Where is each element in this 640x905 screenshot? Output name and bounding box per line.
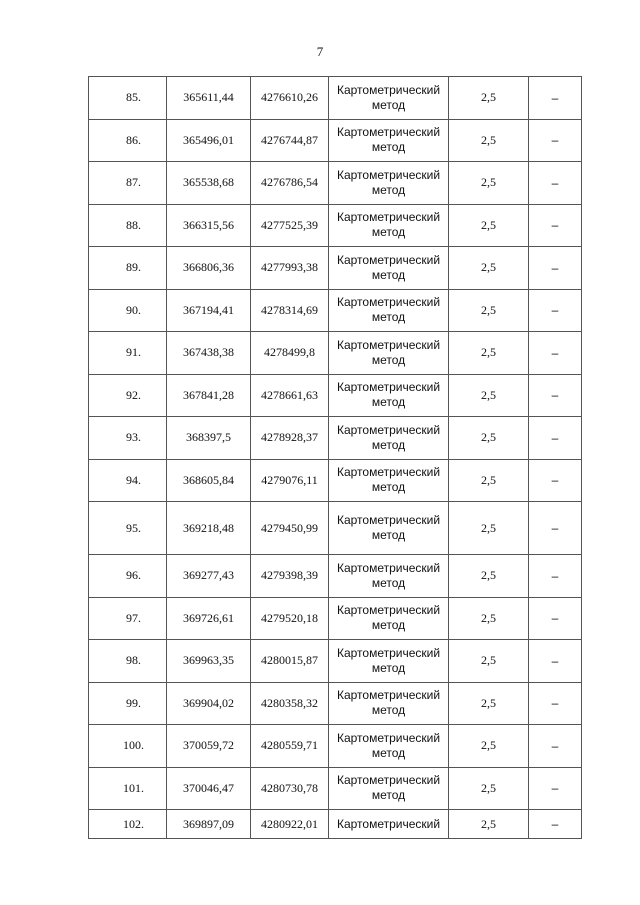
x-coordinate-cell: 370046,47 [167, 767, 251, 810]
point-number-cell: 93. [89, 417, 167, 460]
point-number-cell: 85. [89, 77, 167, 120]
x-coordinate-cell: 366315,56 [167, 204, 251, 247]
method-text: метод [371, 437, 406, 452]
note-cell: – [529, 502, 582, 555]
method-text: Картометрический [336, 560, 441, 575]
method-cell [329, 289, 449, 332]
method-text: метод [371, 528, 406, 542]
method-text: метод [371, 352, 406, 367]
accuracy-cell: 2,5 [449, 119, 529, 162]
note-cell: – [529, 767, 582, 810]
method-cell [329, 597, 449, 640]
coordinates-table [88, 76, 582, 839]
y-coordinate-cell: 4277525,39 [251, 204, 329, 247]
point-number-cell: 91. [89, 332, 167, 375]
y-coordinate-cell: 4279520,18 [251, 597, 329, 640]
method-text: метод [371, 140, 406, 155]
method-text: Картометрический [336, 645, 441, 660]
method-cell [329, 555, 449, 598]
note-cell: – [529, 725, 582, 768]
method-text: метод [371, 745, 406, 760]
y-coordinate-cell: 4276786,54 [251, 162, 329, 205]
method-cell [329, 810, 449, 839]
method-text: Картометрический [336, 513, 441, 527]
accuracy-cell: 2,5 [449, 332, 529, 375]
y-coordinate-cell: 4280358,32 [251, 682, 329, 725]
y-coordinate-cell: 4278499,8 [251, 332, 329, 375]
x-coordinate-cell: 367841,28 [167, 374, 251, 417]
accuracy-cell: 2,5 [449, 204, 529, 247]
method-cell [329, 459, 449, 502]
accuracy-cell: 2,5 [449, 682, 529, 725]
method-text: Картометрический [336, 210, 441, 225]
method-text: Картометрический [336, 603, 441, 618]
method-cell [329, 502, 449, 555]
method-cell [329, 119, 449, 162]
method-text: метод [371, 182, 406, 197]
accuracy-cell: 2,5 [449, 555, 529, 598]
point-number-cell: 92. [89, 374, 167, 417]
page-number: 7 [316, 44, 324, 59]
method-text: Картометрический [336, 125, 441, 140]
table-row [89, 459, 582, 502]
table-row [89, 725, 582, 768]
method-text: метод [371, 395, 406, 410]
x-coordinate-cell: 366806,36 [167, 247, 251, 290]
method-text: Картометрический [336, 252, 441, 267]
method-text: Картометрический [336, 82, 441, 97]
method-text: Картометрический [336, 730, 441, 745]
table-row [89, 555, 582, 598]
method-text: Картометрический [336, 422, 441, 437]
table-row [89, 77, 582, 120]
accuracy-cell: 2,5 [449, 77, 529, 120]
method-cell [329, 247, 449, 290]
point-number-cell: 87. [89, 162, 167, 205]
method-cell [329, 640, 449, 683]
table-row [89, 810, 582, 839]
table-row [89, 417, 582, 460]
point-number-cell: 99. [89, 682, 167, 725]
method-cell [329, 332, 449, 375]
accuracy-cell: 2,5 [449, 289, 529, 332]
accuracy-cell: 2,5 [449, 810, 529, 839]
y-coordinate-cell: 4277993,38 [251, 247, 329, 290]
point-number-cell: 97. [89, 597, 167, 640]
method-text: метод [371, 703, 406, 718]
note-cell: – [529, 640, 582, 683]
note-cell: – [529, 119, 582, 162]
table-row [89, 502, 582, 555]
method-text: Картометрический [336, 295, 441, 310]
x-coordinate-cell: 370059,72 [167, 725, 251, 768]
x-coordinate-cell: 365496,01 [167, 119, 251, 162]
y-coordinate-cell: 4278928,37 [251, 417, 329, 460]
table-row [89, 640, 582, 683]
method-text: Картометрический [336, 337, 441, 352]
x-coordinate-cell: 369963,35 [167, 640, 251, 683]
table-row [89, 597, 582, 640]
method-text: Картометрический [336, 465, 441, 480]
note-cell: – [529, 417, 582, 460]
method-text: Картометрический [336, 688, 441, 703]
x-coordinate-cell: 368605,84 [167, 459, 251, 502]
method-cell [329, 77, 449, 120]
point-number-cell: 98. [89, 640, 167, 683]
note-cell: – [529, 597, 582, 640]
table-row [89, 162, 582, 205]
accuracy-cell: 2,5 [449, 162, 529, 205]
table-row [89, 374, 582, 417]
table-row [89, 289, 582, 332]
table-row [89, 119, 582, 162]
method-text: метод [371, 97, 406, 112]
point-number-cell: 89. [89, 247, 167, 290]
point-number-cell: 102. [89, 810, 167, 839]
method-text: метод [371, 618, 406, 633]
y-coordinate-cell: 4279450,99 [251, 502, 329, 555]
table-row [89, 332, 582, 375]
method-text: Картометрический [336, 167, 441, 182]
x-coordinate-cell: 369218,48 [167, 502, 251, 555]
accuracy-cell: 2,5 [449, 459, 529, 502]
note-cell: – [529, 247, 582, 290]
note-cell: – [529, 289, 582, 332]
accuracy-cell: 2,5 [449, 597, 529, 640]
accuracy-cell: 2,5 [449, 640, 529, 683]
y-coordinate-cell: 4279076,11 [251, 459, 329, 502]
note-cell: – [529, 555, 582, 598]
note-cell: – [529, 332, 582, 375]
note-cell: – [529, 682, 582, 725]
note-cell: – [529, 459, 582, 502]
point-number-cell: 100. [89, 725, 167, 768]
y-coordinate-cell: 4276610,26 [251, 77, 329, 120]
method-text: метод [371, 267, 406, 282]
x-coordinate-cell: 368397,5 [167, 417, 251, 460]
method-text: метод [371, 788, 406, 803]
y-coordinate-cell: 4278314,69 [251, 289, 329, 332]
x-coordinate-cell: 365611,44 [167, 77, 251, 120]
note-cell: – [529, 77, 582, 120]
point-number-cell: 86. [89, 119, 167, 162]
method-cell [329, 204, 449, 247]
x-coordinate-cell: 367194,41 [167, 289, 251, 332]
method-text: Картометрический [336, 380, 441, 395]
method-text: метод [371, 480, 406, 495]
accuracy-cell: 2,5 [449, 374, 529, 417]
method-text: метод [371, 310, 406, 325]
point-number-cell: 88. [89, 204, 167, 247]
x-coordinate-cell: 369904,02 [167, 682, 251, 725]
method-text: метод [371, 225, 406, 240]
note-cell: – [529, 374, 582, 417]
accuracy-cell: 2,5 [449, 247, 529, 290]
y-coordinate-cell: 4280015,87 [251, 640, 329, 683]
table-row [89, 204, 582, 247]
method-text: метод [371, 660, 406, 675]
method-text: Картометрический [336, 773, 441, 788]
method-cell [329, 767, 449, 810]
note-cell: – [529, 204, 582, 247]
y-coordinate-cell: 4280922,01 [251, 810, 329, 839]
method-cell [329, 374, 449, 417]
x-coordinate-cell: 367438,38 [167, 332, 251, 375]
method-cell [329, 725, 449, 768]
table-row [89, 682, 582, 725]
method-cell [329, 682, 449, 725]
y-coordinate-cell: 4276744,87 [251, 119, 329, 162]
y-coordinate-cell: 4279398,39 [251, 555, 329, 598]
accuracy-cell: 2,5 [449, 767, 529, 810]
accuracy-cell: 2,5 [449, 417, 529, 460]
point-number-cell: 90. [89, 289, 167, 332]
table-row [89, 767, 582, 810]
point-number-cell: 95. [89, 502, 167, 555]
method-text: метод [371, 575, 406, 590]
note-cell: – [529, 162, 582, 205]
x-coordinate-cell: 369277,43 [167, 555, 251, 598]
accuracy-cell: 2,5 [449, 725, 529, 768]
x-coordinate-cell: 365538,68 [167, 162, 251, 205]
point-number-cell: 96. [89, 555, 167, 598]
note-cell: – [529, 810, 582, 839]
x-coordinate-cell: 369897,09 [167, 810, 251, 839]
accuracy-cell: 2,5 [449, 502, 529, 555]
x-coordinate-cell: 369726,61 [167, 597, 251, 640]
method-cell [329, 162, 449, 205]
table-body [89, 77, 582, 839]
point-number-cell: 101. [89, 767, 167, 810]
method-cell [329, 417, 449, 460]
method-text: Картометрический [336, 816, 441, 831]
y-coordinate-cell: 4278661,63 [251, 374, 329, 417]
point-number-cell: 94. [89, 459, 167, 502]
y-coordinate-cell: 4280559,71 [251, 725, 329, 768]
y-coordinate-cell: 4280730,78 [251, 767, 329, 810]
table-row [89, 247, 582, 290]
